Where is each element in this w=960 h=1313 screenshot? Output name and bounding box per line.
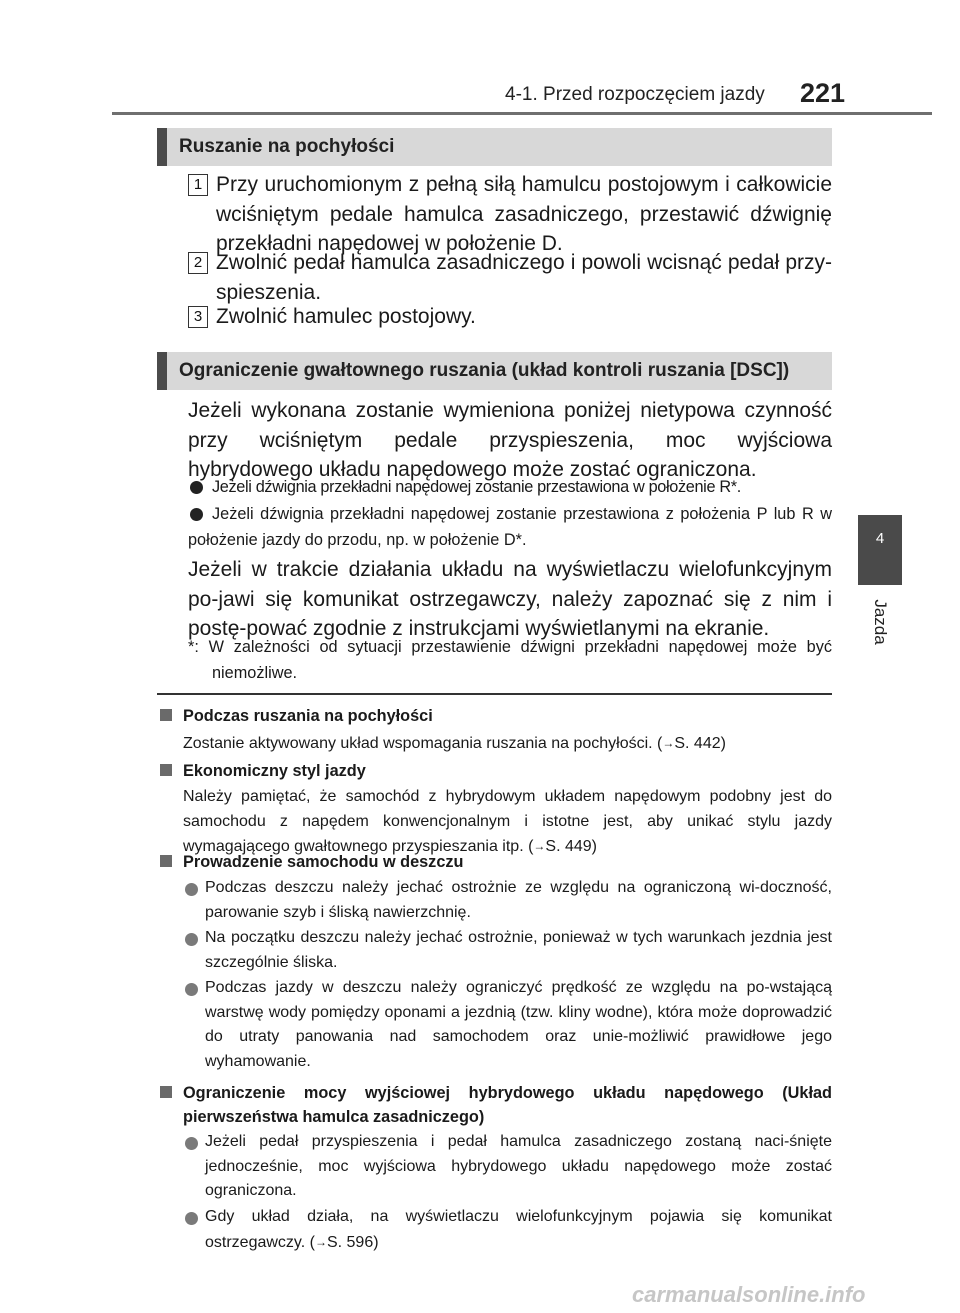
note-title: Ekonomiczny styl jazdy — [183, 762, 366, 780]
note-square-icon — [160, 764, 172, 776]
arrow-right-icon: → — [314, 1234, 327, 1249]
arrow-right-icon: → — [662, 736, 675, 750]
note-text-body: Zostanie aktywowany układ wspomagania ruszania na pochyłości. ( — [183, 735, 663, 752]
step-number-1: 1 — [188, 174, 208, 196]
note-square-icon — [160, 1086, 172, 1098]
bullet-dot-icon — [190, 481, 203, 494]
bullet-text: Podczas deszczu należy jechać ostrożnie ze względu na ograniczoną wi-doczność, parowanie szyb i śliską nawierzchnię. — [205, 879, 832, 921]
note-square-icon — [160, 709, 172, 721]
chapter-tab[interactable] — [858, 515, 902, 585]
section-header: 4-1. Przed rozpoczęciem jazdy — [505, 84, 765, 105]
note-text-body: Należy pamiętać, że samochód z hybrydowym układem napędowym podobny jest do samochodu z napędem konwencjonalnym i istotne jest, aby unikać stylu jazdy wymagającego gwałtownego przyspieszania itp. ( — [183, 788, 832, 855]
arrow-right-icon: → — [533, 839, 546, 853]
section-title: Ograniczenie gwałtownego ruszania (układ kontroli ruszania [DSC]) — [179, 360, 790, 381]
step-3-text: Zwolnić hamulec postojowy. — [216, 305, 476, 328]
note-text — [183, 731, 832, 757]
bullet-text: Jeżeli pedał przyspieszenia i pedał hamulca zasadniczego zostaną naci-śnięte jednocześnie, moc wyjściowa hybrydowego układu napędowego może zostać ograniczona. — [205, 1133, 832, 1199]
page-reference-link[interactable]: S. 596) — [326, 1233, 379, 1251]
bullet-text: Na początku deszczu należy jechać ostrożnie, ponieważ w tych warunkach jezdnia jest szczególnie śliska. — [205, 929, 832, 971]
bullet-text: Jeżeli dźwignia przekładni napędowej zostanie przestawiona w położenie R*. — [212, 478, 741, 496]
header-divider — [112, 112, 932, 115]
note-title: Ograniczenie mocy wyjściowej hybrydowego układu napędowego (Układ pierwszeństwa hamulca zasadniczego) — [183, 1084, 832, 1126]
note-title: Podczas ruszania na pochyłości — [183, 707, 433, 725]
bullet-text: Jeżeli dźwignia przekładni napędowej zostanie przestawiona z położenia P lub R w położenie jazdy do przodu, np. w położenie D*. — [188, 505, 832, 549]
chapter-tab-label — [858, 592, 902, 652]
step-number-2: 2 — [188, 252, 208, 274]
bullet-dot-icon — [185, 1137, 198, 1150]
step-1-text: Przy uruchomionym z pełną siłą hamulcu postojowym i całkowicie wciśniętym pedale hamulca zasadniczego, przestawić dźwignię przekładni napędowej w położenie D. — [216, 173, 832, 255]
step-2-text: Zwolnić pedał hamulca zasadniczego i powoli wcisnąć pedał przy-spieszenia. — [216, 251, 832, 304]
notes-divider — [157, 693, 832, 695]
warning-paragraph: Jeżeli w trakcie działania układu na wyświetlaczu wielofunkcyjnym po-jawi się komunikat ostrzegawczy, należy zapoznać się z nim i postę-pować zgodnie z instrukcjami wyświetlanymi na ekranie. — [188, 558, 832, 640]
bullet-text: Podczas jazdy w deszczu należy ograniczyć prędkość ze względu na po-wstającą warstwę wody pomiędzy oponami a jezdnią (tzw. kliny wodne), która może doprowadzić do utraty panowania nad samochodem oraz unie-możliwić prawidłowe jego wyhamowanie. — [205, 979, 832, 1070]
watermark: carmanualsonline.info — [632, 1282, 866, 1307]
page-number: 221 — [800, 78, 846, 108]
bullet-text — [205, 1205, 832, 1255]
page-reference-link[interactable]: S. 449) — [545, 838, 597, 855]
dsc-intro-paragraph: Jeżeli wykonana zostanie wymieniona poniżej nietypowa czynność przy wciśniętym pedale przyspieszenia, moc wyjściowa hybrydowego układu napędowego może zostać ograniczona. — [188, 399, 832, 481]
chapter-tab-number: 4 — [875, 530, 885, 547]
step-number-3: 3 — [188, 306, 208, 328]
note-square-icon — [160, 855, 172, 867]
section-title-bar — [157, 352, 832, 390]
bullet-dot-icon — [185, 933, 198, 946]
bullet-dot-icon — [185, 883, 198, 896]
section-title: Ruszanie na pochyłości — [179, 136, 395, 157]
bullet-dot-icon — [185, 1212, 198, 1225]
chapter-tab-label-text: Jazda — [871, 599, 890, 645]
note-text — [183, 785, 832, 860]
footnote: *: W zależności od sytuacji przestawienie dźwigni przekładni napędowej może być niemożliwe. — [188, 638, 832, 682]
section-title-bar — [157, 128, 832, 166]
note-title: Prowadzenie samochodu w deszczu — [183, 853, 464, 871]
page-reference-link[interactable]: S. 442) — [674, 735, 726, 752]
bullet-text-body: Gdy układ działa, na wyświetlaczu wielofunkcyjnym pojawia się komunikat ostrzegawczy. ( — [205, 1208, 832, 1251]
bullet-dot-icon — [185, 983, 198, 996]
